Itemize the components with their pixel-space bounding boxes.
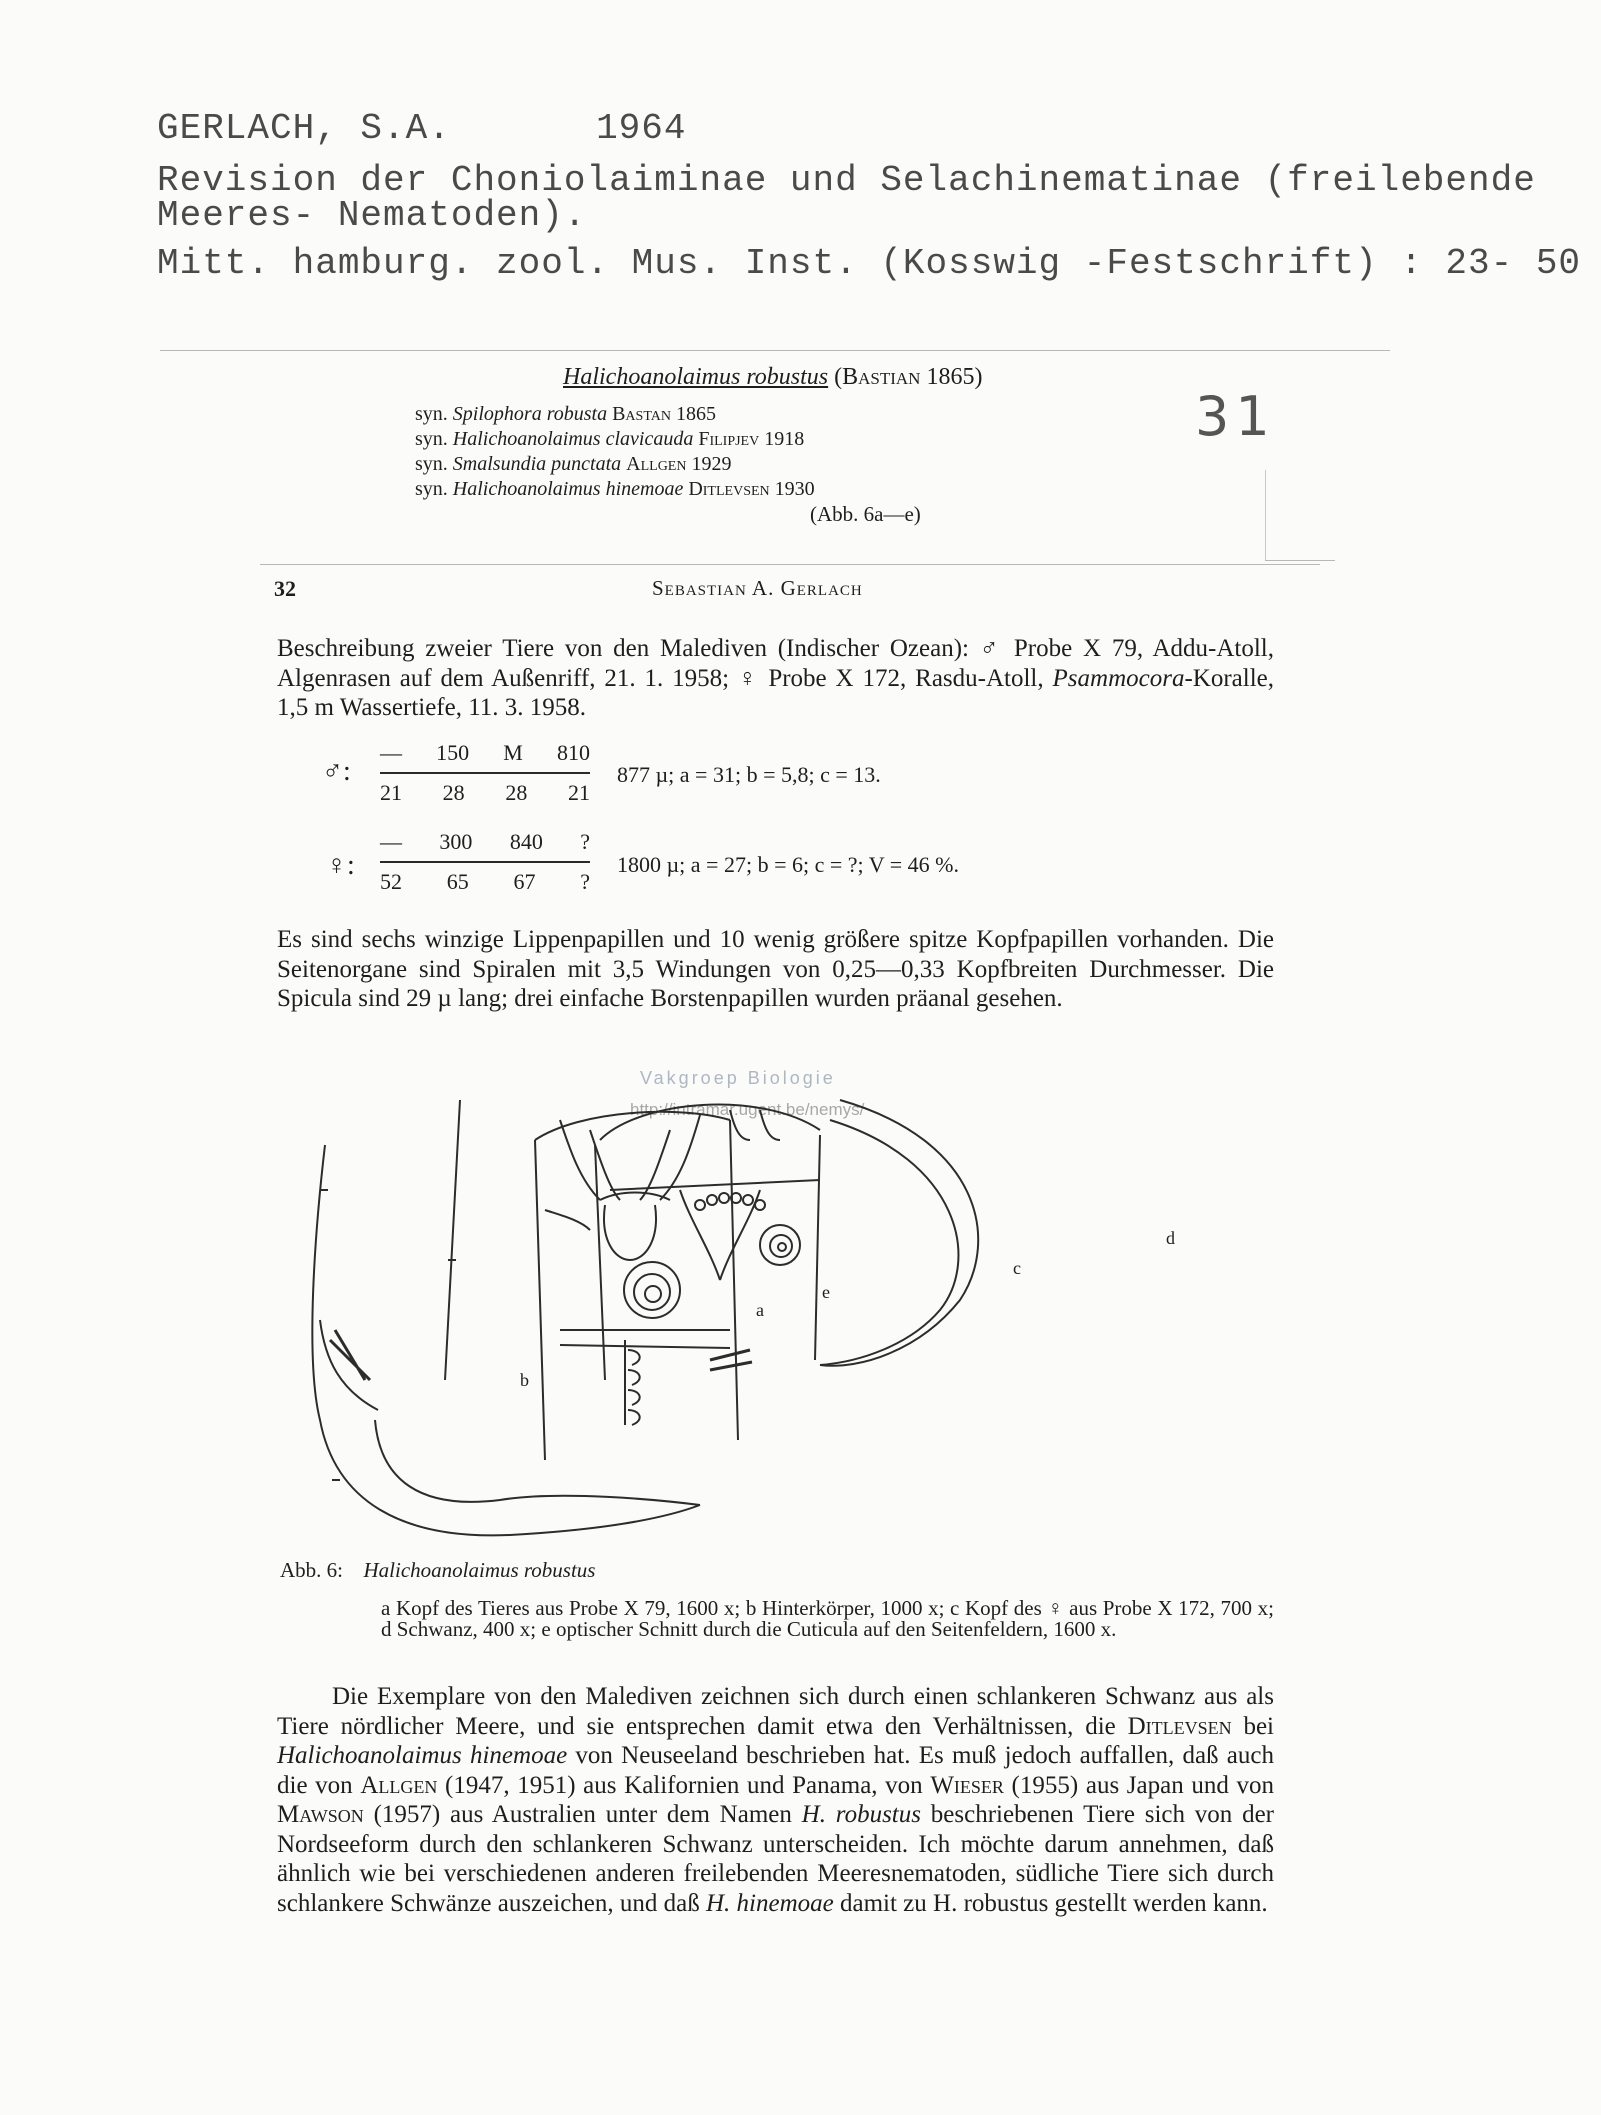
- caption-title: [280, 1558, 595, 1583]
- male-symbol: ♂:: [322, 756, 351, 787]
- synonym-list: [415, 402, 815, 502]
- figure-part-b: [312, 1100, 700, 1535]
- page-rule: [260, 564, 1320, 565]
- reference-title-line2: Meeres- Nematoden).: [157, 195, 587, 236]
- figure-part-d: [820, 1100, 978, 1366]
- synonym-item: syn. Smalsundia punctata Allgen 1929: [415, 453, 732, 475]
- description-paragraph: Es sind sechs winzige Lippenpapillen und 10 wenig größere spitze Kopfpapillen vorhanden. Die Seitenorgane sind Spiralen mit 3,5 Windungen von 0,25—0,33 Kopfbreiten Durchmesser. Die Spicula sind 29 µ lang; drei einfache Borstenpapillen wurden präanal gesehen.: [277, 926, 1274, 1012]
- discussion-paragraph: Die Exemplare von den Malediven zeichnen sich durch einen schlankeren Schwanz aus als Tiere nördlicher Meere, und sie entsprechen damit etwa den Verhältnissen, die Ditlevsen bei Halichoanolaimus hinemoae von Neuseeland beschrieben hat. Es muß jedoch auffallen, daß auch die von Allgen (1947, 1951) aus Kalifornien und Panama, von Wieser (1955) aus Japan und von Mawson (1957) aus Australien unter dem Namen H. robustus beschriebenen Tiere sich von der Nordseeform durch den schlankeren Schwanz unterscheiden. Ich möchte darum annehmen, daß ähnlich wie bei verschiedenen anderen freilebenden Meeresnematoden, südliche Tiere sich durch schlankere Schwänze auszeichen, und daß H. hinemoae damit zu H. robustus gestellt werden kann.: [277, 1683, 1275, 1917]
- female-formula: — 300 840 ? 52 65 67 ?: [380, 829, 590, 894]
- running-head: Sebastian A. Gerlach: [652, 576, 863, 600]
- figure-part-e: [625, 1340, 640, 1425]
- reference-title-line1: Revision der Choniolaiminae und Selachinematinae (freilebende: [157, 160, 1536, 201]
- female-measurements: 1800 µ; a = 27; b = 6; c = ?; V = 46 %.: [617, 852, 959, 877]
- synonym-item: syn. Halichoanolaimus clavicauda Filipjev 1918: [415, 428, 805, 450]
- clipping-edge: [1265, 560, 1335, 561]
- watermark-line2: http://intramar.ugent.be/nemys/: [630, 1100, 865, 1119]
- species-title: [563, 364, 982, 391]
- figure-part-c: [595, 1105, 820, 1380]
- caption-text: a Kopf des Tieres aus Probe X 79, 1600 x; b Hinterkörper, 1000 x; c Kopf des ♀ aus Probe X 172, 700 x; d Schwanz, 400 x; e optischer Schnitt durch die Cuticula auf den Seitenfeldern, 1600 x.: [381, 1596, 1274, 1641]
- male-formula: — 150 M 810 21 28 28 21: [380, 740, 590, 805]
- figure-part-a: [535, 1112, 752, 1460]
- caption-species: Halichoanolaimus robustus: [363, 1558, 596, 1582]
- top-rule: [160, 350, 1390, 351]
- reference-author: GERLACH, S.A.: [157, 108, 451, 149]
- reference-author-year: [157, 108, 687, 149]
- clipping-edge: [1265, 470, 1266, 560]
- species-author: (Bastian 1865): [834, 364, 983, 390]
- intro-paragraph: Beschreibung zweier Tiere von den Malediven (Indischer Ozean): ♂ Probe X 79, Addu-Atoll, Algenrasen auf dem Außenriff, 21. 1. 1958; ♀ Probe X 172, Rasdu-Atoll, Psammocora-Koralle, 1,5 m Wassertiefe, 11. 3. 1958.: [277, 635, 1274, 721]
- female-symbol: ♀:: [326, 850, 355, 881]
- figure-label-c: c: [1013, 1258, 1021, 1278]
- figure-reference: (Abb. 6a—e): [810, 502, 921, 526]
- synonym-item: syn. Halichoanolaimus hinemoae Ditlevsen 1930: [415, 478, 815, 500]
- reference-year: 1964: [596, 108, 687, 149]
- page-number: 32: [274, 576, 296, 601]
- figure-label-a: a: [756, 1300, 764, 1320]
- caption-label: Abb. 6:: [280, 1558, 343, 1582]
- synonym-item: syn. Spilophora robusta Bastan 1865: [415, 403, 716, 425]
- male-measurements: 877 µ; a = 31; b = 5,8; c = 13.: [617, 762, 881, 787]
- nematode-figure: [260, 1080, 1300, 1550]
- figure-label-e: e: [822, 1282, 830, 1302]
- handwritten-number: 31: [1195, 385, 1276, 448]
- figure-label-b: b: [520, 1370, 529, 1390]
- reference-journal: Mitt. hamburg. zool. Mus. Inst. (Kosswig -Festschrift) : 23- 50: [157, 243, 1582, 284]
- species-name: Halichoanolaimus robustus: [563, 364, 829, 390]
- figure-label-d: d: [1166, 1228, 1175, 1248]
- watermark-line1: Vakgroep Biologie: [640, 1068, 836, 1088]
